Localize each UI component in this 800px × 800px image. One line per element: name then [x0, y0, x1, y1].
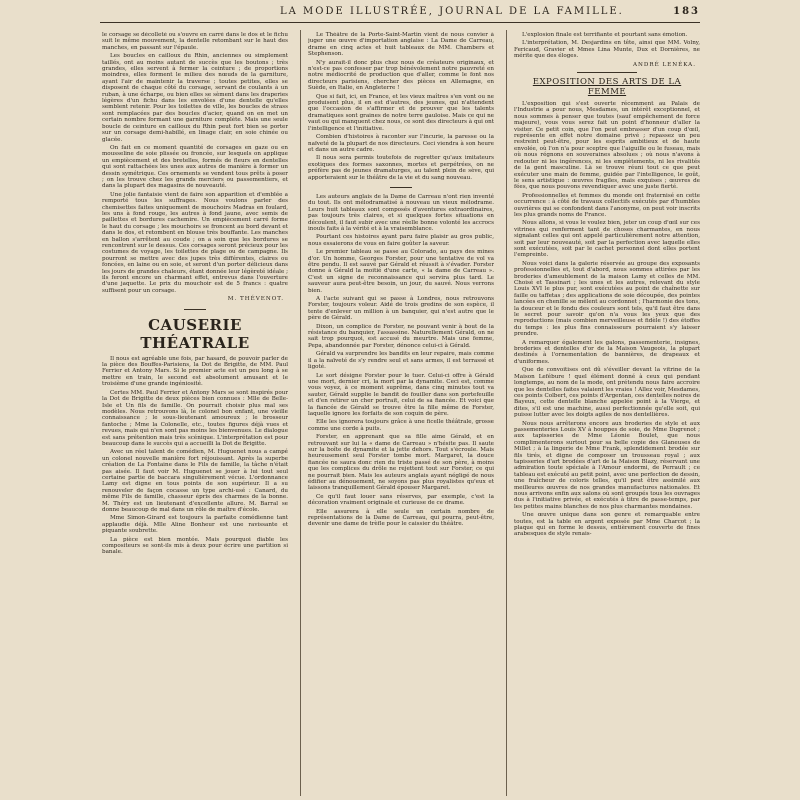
paragraph: Nous nous arrêterons encore aux broderies de style et aux passementeries Louis XV à houppes de soie, de Mme Dugrenot ; aux tapisseries de Mme Léonie Boulet, que nous complimenterons surtout pour sa belle copie des Glaneuses de Millet ; à la lingerie de Mme Frank, splendidement brodée sur fils tirés, et digne de composer un trousseau royal ; aux tapisseries d'art brodées d'art de la Maison Blazy, réservant une admiration toute spéciale à l'Amour endormi, de Perrault ; ce tableau est exécuté au petit point, avec une perfection de dessin, une fraîcheur de coloris telles, qu'il peut être assimilé aux meilleures œuvres de nos grandes manufactures nationales. Et nous arrivons enfin aux salons où sont groupés tous les ouvrages dus à l'initiative privée, et exécutés à titre de passe-temps, par les petites mains blanches de nos plus charmantes mondaines.	[514, 420, 700, 510]
paragraph: Certes MM. Paul Ferrier et Antony Mars se sont inspirés pour la Dot de Brigitte de deux pièces bien connues : Mlle de Belle-Isle et Un fils de famille. On pourrait choisir plus mal ses modèles. Nous retrouvons là, le colonel bon enfant, une vieille connaissance ; le sous-lieutenant amoureux ; le brosseur fantoche ; Mme la Colonelle, etc., toutes figures déjà vues et revues, mais qui n'en sont pas moins les bienvenues. Le dialogue est sans prétention mais très scénique. L'interprétation est pour beaucoup dans le succès qui a accueilli la Dot de Brigitte.	[102, 389, 288, 447]
paragraph: Combien d'histoires à raconter sur l'incurie, la paresse ou la naïveté de la plupart de nos directeurs. Ceci viendra à son heure et dans un autre cadre.	[308, 134, 494, 153]
running-header	[100, 6, 700, 20]
paragraph: le corsage se décolleté ou s'ouvre en carré dans le dos et le fichu suit le même mouvement, la dentelle retombant sur le haut des manches, en passant sur l'épaule.	[102, 32, 288, 51]
paragraph: La pièce est bien montée. Mais pourquoi diable les compositeurs se sont-ils mis à deux pour écrire une partition si banale.	[102, 536, 288, 556]
paragraph: Elle assurera à elle seule un certain nombre de représentations de la Dame de Carreau, qui pourra, peut-être, devenir une dame de trèfle pour le caissier du théâtre.	[308, 508, 494, 528]
newspaper-page	[100, 0, 700, 800]
paragraph: A l'acte suivant qui se passe à Londres, nous retrouvons Forster, toujours voleur. Aidé de trois gredins de son espèce, il tente d'enlever un million à un banquier, qui n'est autre que le père de Gérald.	[308, 296, 494, 322]
column-1	[102, 32, 288, 796]
paragraph: Dixon, un complice de Forster, ne pouvant venir à bout de la résistance du banquier, l'assassine. Naturellement Gérald, on ne sait trop pourquoi, est accusé du meurtre. Mais une femme, Pepa, abandonnée par Forster, dénonce celui-ci à Gérald.	[308, 323, 494, 349]
column-2	[308, 32, 494, 796]
paragraph: Que si fait, ici, en France, et les vieux maîtres s'en vont ou ne produisent plus, il en est d'autres, des jeunes, qui n'attendent que l'occasion de s'affirmer et de prouver que les talents dramatiques sont graines de notre terre gauloise. Mais ce qui ne vaut ou qui manquent chez nous, ce sont des directeurs à qui ont l'intelligence et l'initiative.	[308, 93, 494, 132]
section-separator	[577, 72, 637, 73]
paragraph: N'y aurait-il donc plus chez nous de créateurs originaux, et n'est-ce pas confesser par trop bénévolement notre pauvreté en notre médiocrité de production que d'aller, comme le font nos directeurs parisiens, chercher des pièces en Allemagne, en Suède, en Italie, en Angleterre !	[308, 59, 494, 92]
paragraph: Forster, en apprenant que sa fille aime Gérald, et en retrouvant sur lui la « dame de Carreau » n'hésite pas. Il saute sur la boîte de dynamite et la jette dehors. Tout s'écroule. Mais heureusement seul Forster tombe mort. Margaret, la douce fiancée ne saura donc rien du triste passé de son père, à moins que les complices du drôle ne rejettent tout sur Forster, ce qui ne pourrait bien. Mais les auteurs anglais ayant négligé de nous édifier au dénouement, ne soyons pas plus royalistes qu'eux et laissons tranquillement Gérald épouser Margaret.	[308, 434, 494, 492]
section-heading-exposition: EXPOSITION DES ARTS DE LA FEMME	[532, 77, 682, 98]
column-divider	[506, 30, 507, 796]
section-heading-causerie: CAUSERIE THÉATRALE	[140, 315, 250, 352]
paragraph: Il nous est agréable une fois, par hasard, de pouvoir parler de la pièce des Bouffes-Parisiens, la Dot de Brigitte, de MM. Paul Ferrier et Antony Mars. Si le premier acte est un peu long à se mettre en train, le second est absolument amusant et le troisième d'une grande ingéniosité.	[102, 355, 288, 388]
paragraph: L'exposition qui s'est ouverte récemment au Palais de l'Industrie a pour nous, Mesdames, un intérêt exceptionnel, et nous sommes à penser que toutes (sauf empêchement de force majeure), vous vous serez fait un point d'honneur d'aller la visiter. Ce petit coin, que l'on peut embrasser d'un coup d'œil, représente en effet notre domaine privé ; repassez un peu restreint peut-être, pour les esprits ambitieux et de haute envolée, où l'on n'a pour sceptre que l'aiguille ou le fuseau, mais où nous régnons en souveraines absolues ; où nous n'avons à redouter ni les ingérences, ni les empiètements, ni les rivalités de la gent masculine. Là se trouve réuni tout ce que peut exécuter une main de femme, guidée par l'intelligence, le goût, le sens artistique : œuvres fragiles, mais exquises ; œuvres de fées, que nous pouvons revendiquer avec une juste fierté.	[514, 101, 700, 191]
paragraph: Le premier tableau se passe au Colorado, au pays des mines d'or. Un homme, Georges Forster, pour une tentative de vol va être pendu. Il est sauvé par Gérald et réussit à s'évader. Forster donne à Gérald la moitié d'une carte, « la dame de Carreau ». C'est un signe de reconnaissance qui servira plus tard. Le sauveur aura peut-être besoin, un jour, du sauvé. Nous verrons bien.	[308, 249, 494, 294]
paragraph: Une jolie fantaisie vient de faire son apparition et d'emblée a remporté tous les suffrages. Nous voulons parler des chemisettes faites uniquement de mouchoirs Madras en foulard, les uns à fond rouge, les autres à fond jaune, avec semis de paillettes et bordures cachemire. Un empiècement carré forme le haut du corsage ; les mouchoirs se froncent au bord devant et dans le dos, et retombent en blouse très bouffante. Les manches en ballon s'arrêtent au coude ; on a soin que les bordures se rencontrent sur le dessus. Ces corsages seront précieux pour les costumes de voyage, les toilettes de plage ou de campagne. Ils pourront se mettre avec des jupes très différentes, claires ou foncées, en laine ou en soie, et seront d'un porter délicieux dans les jours de grandes chaleurs, étant donnée leur légèreté idéale ; ils feront encore un charmant effet, entrevus dans l'ouverture d'une jaquette. Le prix du mouchoir est de 5 francs : quatre suffisent pour un corsage.	[102, 191, 288, 294]
paragraph: Ce qu'il faut louer sans réserves, par exemple, c'est la décoration vraiment originale et curieuse de ce drame.	[308, 493, 494, 507]
page-number: 183	[673, 6, 700, 17]
paragraph: L'explosion finale est terrifiante et pourtant sans émotion.	[522, 32, 688, 38]
paragraph: Les auteurs anglais de la Dame de Carreau n'ont rien inventé du tout. Ils ont mélodramatisé à nouveau un vieux mélodrame. Leurs huit tableaux sont composés d'aventures extraordinaires, pas toujours très claires, et si quelques fortes situations en découlent, il faut subir avec une réelle bonne volonté les accrocs inouïs faits à la vérité et à la vraisemblance.	[308, 193, 494, 232]
paragraph: On fait en ce moment quantité de corsages en gaze ou en mousseline de soie plissée ou froncée, sur lesquels on applique un empiècement et des bretelles, formés de fleurs en dentelles qui sont rattachées les unes aux autres de manière à former un dessin symétrique. Ces ornements se vendent tous prêts à poser ; on les trouve chez les grands merciers ou passementiers, et dans la plupart des magasins de nouveauté.	[102, 144, 288, 190]
paragraph: Professionnelles et femmes du monde ont fraternisé en cette occurrence : à côté de travaux collectifs exécutés par d'humbles ouvrières qui se confondent dans l'anonyme, on peut voir inscrits les plus grands noms de France.	[514, 192, 700, 218]
paragraph: Elle les ignorera toujours grâce à une ficelle théâtrale, grosse comme une corde à puits.	[308, 419, 494, 432]
paragraph: Les boucles en cailloux du Rhin, anciennes ou simplement taillés, ont au moins autant de succès que les boutons ; très grandes, elles servent à fermer la ceinture ; de proportions moindres, elles forment le milieu des nœuds de la garniture, ayant l'air de maintenir la traverse ; toutes petites, elles se disposent de chaque côté du corsage, servant de coulants à un ruban, à une écharpe, ou bien elles se sèment dans les draperies légères d'un fichu dans les envolées d'une dentelle qu'elles semblent retenir. Pour les toilettes de ville, les boucles de strass sont remplacées par des boucles d'acier, quand on en met un certain nombre formant une garniture complète. Mais une seule boucle de ceinture en cailloux du Rhin peut fort bien se porter sur un corsage demi-habillé, en linage clair, en soie chinée ou glacée.	[102, 53, 288, 143]
author-signature: M. THÉVENOT.	[227, 296, 284, 303]
paragraph: Nous voici dans la galerie réservée au groupe des exposants professionnelles et, tout d'abord, nous sommes attirées par les broderies d'ameublement de la maison Lamy et celles de MM. Choisé et Tassinari ; les unes et les autres, relevant du style Louis XVI le plus pur, sont exécutées au point de chaînette sur faille ou taffetas ; des applications de soie découpée, des pointes lancées en chenille se mêlent au cordonnet ; l'harmonie des tons, la douceur et le fondu des couleurs sont tels, qu'il faut être dans le secret pour savoir qu'on n'a vous les yeux que des reproductions (mais combien merveilleuse et fidèle !) des étoffes du temps : les plus fins connaisseurs pourraient s'y laisser prendre.	[514, 260, 700, 338]
paragraph: Gérald va surprendre les bandits en leur repaire, mais comme il a la naïveté de s'y rendre seul et sans armes, il est terrassé et ligoté.	[308, 351, 494, 371]
paragraph: Il nous sera permis toutefois de regretter qu'aux imitateurs exotiques des formes saxonnes, mortes et perpétrées, on ne préfère pas de jeunes dramaturges, au talent plein de sève, qui apporteraient sur le théâtre de la vie et du sang nouveau.	[308, 155, 494, 181]
paragraph: A remarquer également les galons, passementerie, insignes, broderies et dentelles d'or de la Maison Vaugeois, la plupart destinés à l'ornementation de bannières, de drapeaux et d'uniformes.	[514, 339, 700, 365]
paragraph: Le sort désigne Forster pour le tuer. Celui-ci offre à Gérald une mort, dernier cri, la mort par la dynamite. Ceci est, comme vous voyez, à ce moment suprême, dans cinq minutes tout va sauter, Gérald supplie le bandit de fouiller dans son portefeuille et d'en retirer un cher portrait, celui de sa fiancée. Et voici que la fiancée de Gérald se trouve être la fille même de Forster, laquelle ignore les forfaits de son coquin de père.	[308, 372, 494, 417]
header-rule	[100, 22, 700, 23]
author-signature: ANDRÉ LENÉKA.	[632, 61, 696, 68]
paragraph: L'interprétation, M. Desjardins en tête, ainsi que MM. Volny, Fericaud, Gravier et Mmes Lina Munte, Dux et Dornières, ne mérite que des éloges.	[514, 40, 700, 60]
section-separator	[184, 309, 206, 310]
paragraph: Nous allons, si vous le voulez bien, jeter un coup d'œil sur ces vitrines qui renferment tant de choses charmantes, en nous signalant celles qui ont appelé particulièrement notre attention, soit par leur nouveauté, soit par la perfection avec laquelle elles sont exécutées, soit par le cachet personnel dont elles portent l'empreinte.	[514, 220, 700, 259]
paragraph: Pourtant ces histoires ayant paru faire plaisir au gros public, nous essaierons de vous en faire goûter la saveur.	[308, 234, 494, 247]
paragraph: Avec un réel talent de comédien, M. Huguenet nous a campé un colonel nouvelle manière fort réjouissant. Après la superbe création de La Fontaine dans le Fils de famille, la tâche n'était pas aisée. Il faut voir M. Huguenet se jouer à lui tout seul certaine partie de baccara singulièrement vécue. L'ordonnance Lamy est digne en tous points de son supérieur. Il a su renouveler de façon cocasse un type archi-usé : Canard, du même Fils de famille, chasseur épris des charmes de la bonne. M. Théry est un lieutenant d'excellente allure. M. Barral se donne beaucoup de mal dans un rôle de maître d'école.	[102, 449, 288, 513]
paragraph: Que de convoitises ont dû s'éveiller devant la vitrine de la Maison Lefébure ! quel élément donné à ceux qui pendant longtemps, au nom de la mode, ont prétendu nous faire accroire que les dentelles faites valaient les vraies ! Allez voir, Mesdames, ces points Colbert, ces points d'Argentan, ces dentelles noires de Bayeux, cette dentelle blanche appelée point à la Vierge, et dites, s'il est une machine, aussi perfectionnée qu'elle soit, qui puisse lutter avec les doigts agiles de nos dentellières.	[514, 367, 700, 419]
paragraph: Mme Simon-Girard est toujours la parfaite comédienne tant applaudie déjà. Mlle Aline Bonheur est une ravissante et piquante soubrette.	[102, 515, 288, 535]
journal-title: LA MODE ILLUSTRÉE, JOURNAL DE LA FAMILLE.	[280, 6, 624, 17]
column-3	[514, 32, 700, 796]
column-divider	[300, 30, 301, 796]
section-separator	[390, 187, 412, 188]
paragraph: Le Théâtre de la Porte-Saint-Martin vient de nous convier à juger une œuvre d'importation anglaise : La Dame de Carreau, drame en cinq actes et huit tableaux de MM. Chambers et Stephenson.	[308, 32, 494, 58]
paragraph: Une œuvre unique dans son genre et remarquable entre toutes, est la table en argent exposée par Mme Charcot ; la plaque qui en forme le dessus, entièrement couverte de fines arabesques de style renais-	[514, 512, 700, 538]
